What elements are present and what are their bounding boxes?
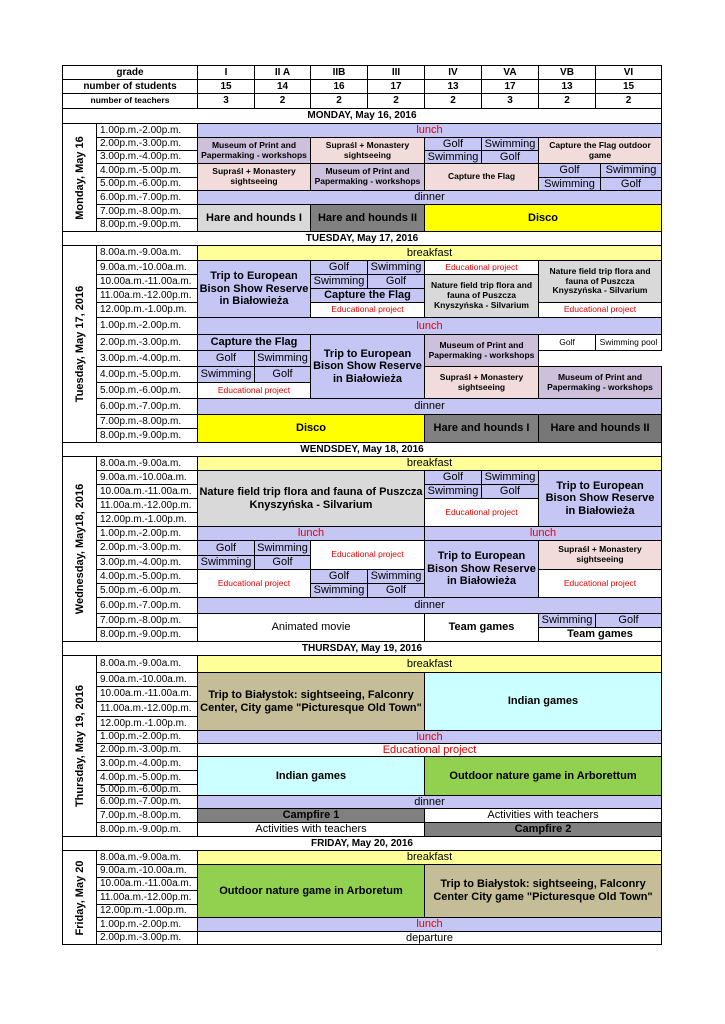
time-slot: 1.00p.m.-2.00p.m. xyxy=(96,317,198,335)
swimming-cell: Swimming xyxy=(254,350,311,367)
students-label: number of students xyxy=(62,79,198,94)
time-slot: 1.00p.m.-2.00p.m. xyxy=(96,730,198,744)
time-slot: 11.00a.m.-12.00p.m. xyxy=(96,288,198,303)
golf-cell: Golf xyxy=(367,274,425,289)
day-title: MONDAY, May 16, 2016 xyxy=(62,108,662,124)
dinner-block: dinner xyxy=(197,795,662,809)
time-slot: 5.00p.m.-6.00p.m. xyxy=(96,177,198,191)
schedule-cell: Nature field trip flora and fauna of Puszcza Knyszyńska - Silvarium xyxy=(538,260,662,303)
breakfast-block: breakfast xyxy=(197,245,662,261)
lunch-block: lunch xyxy=(197,730,662,744)
time-slot: 9.00a.m.-10.00a.m. xyxy=(96,864,198,878)
day-label-text: Thursday, May 19, 2016 xyxy=(73,684,86,808)
departure-block: departure xyxy=(197,931,662,945)
swimming-cell: Swimming xyxy=(367,569,425,584)
swimming-cell: Swimming xyxy=(600,163,662,178)
schedule-cell: Capture the Flag xyxy=(197,334,311,351)
schedule-cell: Swimming pool xyxy=(595,334,662,351)
time-slot: 9.00a.m.-10.00a.m. xyxy=(96,672,198,687)
golf-cell: Golf xyxy=(254,366,311,383)
grade-header: IIB xyxy=(310,65,368,80)
schedule-cell: Activities with teachers xyxy=(424,808,662,823)
swimming-cell: Swimming xyxy=(424,484,482,499)
day-label xyxy=(62,123,97,232)
day-label xyxy=(62,655,97,837)
time-slot: 12.00p.m.-1.00p.m. xyxy=(96,904,198,918)
schedule-cell: Educational project xyxy=(424,260,539,275)
time-slot: 11.00a.m.-12.00p.m. xyxy=(96,498,198,513)
golf-cell: Golf xyxy=(538,163,601,178)
golf-cell: Golf xyxy=(481,484,539,499)
time-slot: 10.00a.m.-11.00a.m. xyxy=(96,686,198,702)
teachers-count: 2 xyxy=(310,93,368,109)
day-label-text: Wednesday, May18, 2016 xyxy=(73,483,86,615)
day-label xyxy=(62,850,97,945)
schedule-cell: Educational project xyxy=(538,569,662,598)
time-slot: 10.00a.m.-11.00a.m. xyxy=(96,877,198,891)
schedule-cell: Trip to European Bison Show Reserve in Białowieża xyxy=(197,260,311,318)
swimming-cell: Swimming xyxy=(310,583,368,598)
time-slot: 4.00p.m.-5.00p.m. xyxy=(96,163,198,178)
time-slot: 2.00p.m.-3.00p.m. xyxy=(96,334,198,351)
swimming-cell: Swimming xyxy=(197,555,255,570)
schedule-cell: Indian games xyxy=(197,756,425,796)
schedule-cell: Supraśl + Monastery sightseeing xyxy=(538,540,662,570)
grade-header: VI xyxy=(595,65,662,80)
schedule-cell: Outdoor nature game in Arboretum xyxy=(197,864,425,918)
lunch-block: lunch xyxy=(197,123,662,138)
golf-cell: Golf xyxy=(197,350,255,367)
time-slot: 7.00p.m.-8.00p.m. xyxy=(96,808,198,823)
schedule-cell: Disco xyxy=(197,414,425,443)
time-slot: 5.00p.m.-6.00p.m. xyxy=(96,784,198,796)
schedule-cell: Hare and hounds I xyxy=(197,204,311,232)
day-label xyxy=(62,456,97,642)
schedule-cell: Capture the Flag outdoor game xyxy=(538,137,662,164)
time-slot: 9.00a.m.-10.00a.m. xyxy=(96,260,198,275)
golf-cell: Golf xyxy=(481,150,539,164)
time-slot: 11.00a.m.-12.00p.m. xyxy=(96,890,198,905)
grade-header: IV xyxy=(424,65,482,80)
time-slot: 10.00a.m.-11.00a.m. xyxy=(96,484,198,499)
schedule-cell: Educational project xyxy=(310,302,425,318)
schedule-cell: Museum of Print and Papermaking - workshops xyxy=(310,163,425,191)
students-count: 16 xyxy=(310,79,368,94)
day-label-text: Friday, May 20 xyxy=(73,860,86,935)
time-slot: 7.00p.m.-8.00p.m. xyxy=(96,613,198,628)
schedule-cell: Indian games xyxy=(424,672,662,731)
breakfast-block: breakfast xyxy=(197,456,662,471)
schedule-cell: Museum of Print and Papermaking - workshops xyxy=(197,137,311,164)
dinner-block: dinner xyxy=(197,398,662,415)
students-count: 14 xyxy=(254,79,311,94)
time-slot: 2.00p.m.-3.00p.m. xyxy=(96,931,198,945)
schedule-cell: Nature field trip flora and fauna of Puszcza Knyszyńska - Silvarium xyxy=(197,470,425,527)
time-slot: 8.00a.m.-9.00a.m. xyxy=(96,456,198,471)
time-slot: 8.00a.m.-9.00a.m. xyxy=(96,655,198,673)
swimming-cell: Swimming xyxy=(197,366,255,383)
time-slot: 6.00p.m.-7.00p.m. xyxy=(96,795,198,809)
schedule-cell: Hare and hounds II xyxy=(538,414,662,443)
day-label-text: Monday, May 16 xyxy=(73,135,86,220)
grade-header: VB xyxy=(538,65,596,80)
golf-cell: Golf xyxy=(310,569,368,584)
grade-header: I xyxy=(197,65,255,80)
time-slot: 3.00p.m.-4.00p.m. xyxy=(96,555,198,570)
schedule-cell: Trip to Białystok: sightseeing, Falconry Center City game "Picturesque Old Town" xyxy=(424,864,662,918)
day-label-text: Tuesday, May 17, 2016 xyxy=(73,285,86,403)
time-slot: 9.00a.m.-10.00a.m. xyxy=(96,470,198,485)
time-slot: 8.00p.m.-9.00p.m. xyxy=(96,627,198,642)
lunch-block: lunch xyxy=(197,917,662,932)
grade-header: III xyxy=(367,65,425,80)
lunch-block: lunch xyxy=(197,526,425,541)
time-slot: 1.00p.m.-2.00p.m. xyxy=(96,526,198,541)
schedule-cell: Trip to Białystok: sightseeing, Falconry Center, City game "Picturesque Old Town" xyxy=(197,672,425,731)
time-slot: 5.00p.m.-6.00p.m. xyxy=(96,382,198,399)
schedule-cell: Nature field trip flora and fauna of Puszcza Knyszyńska - Silvarium xyxy=(424,274,539,318)
time-slot: 6.00p.m.-7.00p.m. xyxy=(96,190,198,205)
students-count: 13 xyxy=(538,79,596,94)
lunch-block: lunch xyxy=(424,526,662,541)
time-slot: 8.00p.m.-9.00p.m. xyxy=(96,428,198,443)
breakfast-block: breakfast xyxy=(197,655,662,673)
time-slot: 2.00p.m.-3.00p.m. xyxy=(96,743,198,757)
schedule-cell: Educational project xyxy=(197,743,662,757)
schedule-cell: Animated movie xyxy=(197,613,425,642)
day-title: THURSDAY, May 19, 2016 xyxy=(62,641,662,656)
day-title: WENDSDEY, May 18, 2016 xyxy=(62,442,662,457)
schedule-cell: Team games xyxy=(424,613,539,642)
time-slot: 3.00p.m.-4.00p.m. xyxy=(96,150,198,164)
schedule-cell: Supraśl + Monastery sightseeing xyxy=(310,137,425,164)
golf-cell: Golf xyxy=(310,260,368,275)
time-slot: 8.00p.m.-9.00p.m. xyxy=(96,822,198,837)
time-slot: 4.00p.m.-5.00p.m. xyxy=(96,569,198,584)
swimming-cell: Swimming xyxy=(424,150,482,164)
swimming-cell: Swimming xyxy=(481,137,539,151)
time-slot: 12.00p.m.-1.00p.m. xyxy=(96,512,198,527)
schedule-cell: Golf xyxy=(538,334,596,351)
teachers-count: 2 xyxy=(538,93,596,109)
schedule-cell: Hare and hounds II xyxy=(310,204,425,232)
time-slot: 1.00p.m.-2.00p.m. xyxy=(96,917,198,932)
schedule-cell: Educational project xyxy=(424,498,539,527)
time-slot: 3.00p.m.-4.00p.m. xyxy=(96,756,198,771)
time-slot: 12.00p.m.-1.00p.m. xyxy=(96,302,198,318)
swimming-cell: Swimming xyxy=(310,274,368,289)
schedule-cell: Team games xyxy=(538,627,662,642)
teachers-label: number of teachers xyxy=(62,93,198,109)
students-count: 17 xyxy=(367,79,425,94)
day-title: FRIDAY, May 20, 2016 xyxy=(62,836,662,851)
students-count: 15 xyxy=(197,79,255,94)
dinner-block: dinner xyxy=(197,190,662,205)
teachers-count: 3 xyxy=(481,93,539,109)
schedule-cell: Campfire 2 xyxy=(424,822,662,837)
golf-cell: Golf xyxy=(600,177,662,191)
schedule-cell: Hare and hounds I xyxy=(424,414,539,443)
time-slot: 11.00a.m.-12.00p.m. xyxy=(96,701,198,717)
time-slot: 8.00p.m.-9.00p.m. xyxy=(96,218,198,232)
time-slot: 6.00p.m.-7.00p.m. xyxy=(96,398,198,415)
schedule-cell: Campfire 1 xyxy=(197,808,425,823)
schedule-cell: Educational project xyxy=(197,569,311,598)
swimming-cell: Swimming xyxy=(254,540,311,556)
schedule-cell: Supraśl + Monastery sightseeing xyxy=(197,163,311,191)
time-slot: 12.00p.m.-1.00p.m. xyxy=(96,716,198,731)
teachers-count: 3 xyxy=(197,93,255,109)
time-slot: 5.00p.m.-6.00p.m. xyxy=(96,583,198,598)
lunch-block: lunch xyxy=(197,317,662,335)
schedule-cell: Capture the Flag xyxy=(310,288,425,303)
swimming-cell: Swimming xyxy=(481,470,539,485)
teachers-count: 2 xyxy=(424,93,482,109)
time-slot: 8.00a.m.-9.00a.m. xyxy=(96,850,198,865)
schedule-cell: Museum of Print and Papermaking - workshops xyxy=(538,366,662,399)
breakfast-block: breakfast xyxy=(197,850,662,865)
golf-cell: Golf xyxy=(197,540,255,556)
schedule-cell: Educational project xyxy=(538,302,662,318)
golf-cell: Golf xyxy=(254,555,311,570)
students-count: 13 xyxy=(424,79,482,94)
grade-header: II A xyxy=(254,65,311,80)
schedule-cell: Museum of Print and Papermaking - workshops xyxy=(424,334,539,367)
schedule-cell: Capture the Flag xyxy=(424,163,539,191)
teachers-count: 2 xyxy=(254,93,311,109)
time-slot: 2.00p.m.-3.00p.m. xyxy=(96,540,198,556)
schedule-cell: Trip to European Bison Show Reserve in Białowieża xyxy=(310,334,425,399)
swimming-cell: Swimming xyxy=(538,177,601,191)
time-slot: 7.00p.m.-8.00p.m. xyxy=(96,414,198,429)
students-count: 17 xyxy=(481,79,539,94)
time-slot: 10.00a.m.-11.00a.m. xyxy=(96,274,198,289)
swimming-cell: Swimming xyxy=(538,613,596,628)
grade-header: VA xyxy=(481,65,539,80)
schedule-cell: Trip to European Bison Show Reserve in Białowieża xyxy=(538,470,662,527)
time-slot: 3.00p.m.-4.00p.m. xyxy=(96,350,198,367)
dinner-block: dinner xyxy=(197,597,662,614)
schedule-cell: Outdoor nature game in Arborettum xyxy=(424,756,662,796)
time-slot: 6.00p.m.-7.00p.m. xyxy=(96,597,198,614)
schedule-cell: Trip to European Bison Show Reserve in Białowieża xyxy=(424,540,539,598)
time-slot: 4.00p.m.-5.00p.m. xyxy=(96,366,198,383)
time-slot: 1.00p.m.-2.00p.m. xyxy=(96,123,198,138)
schedule-cell: Educational project xyxy=(197,382,311,399)
schedule-cell: Activities with teachers xyxy=(197,822,425,837)
golf-cell: Golf xyxy=(424,137,482,151)
time-slot: 8.00a.m.-9.00a.m. xyxy=(96,245,198,261)
students-count: 15 xyxy=(595,79,662,94)
golf-cell: Golf xyxy=(595,613,662,628)
teachers-count: 2 xyxy=(367,93,425,109)
schedule-cell: Disco xyxy=(424,204,662,232)
time-slot: 4.00p.m.-5.00p.m. xyxy=(96,770,198,785)
golf-cell: Golf xyxy=(367,583,425,598)
day-label xyxy=(62,245,97,443)
golf-cell: Golf xyxy=(424,470,482,485)
grade-label: grade xyxy=(62,65,198,80)
time-slot: 2.00p.m.-3.00p.m. xyxy=(96,137,198,151)
time-slot: 7.00p.m.-8.00p.m. xyxy=(96,204,198,219)
schedule-cell: Educational project xyxy=(310,540,425,570)
swimming-cell: Swimming xyxy=(367,260,425,275)
schedule-cell: Supraśl + Monastery sightseeing xyxy=(424,366,539,399)
day-title: TUESDAY, May 17, 2016 xyxy=(62,231,662,246)
teachers-count: 2 xyxy=(595,93,662,109)
